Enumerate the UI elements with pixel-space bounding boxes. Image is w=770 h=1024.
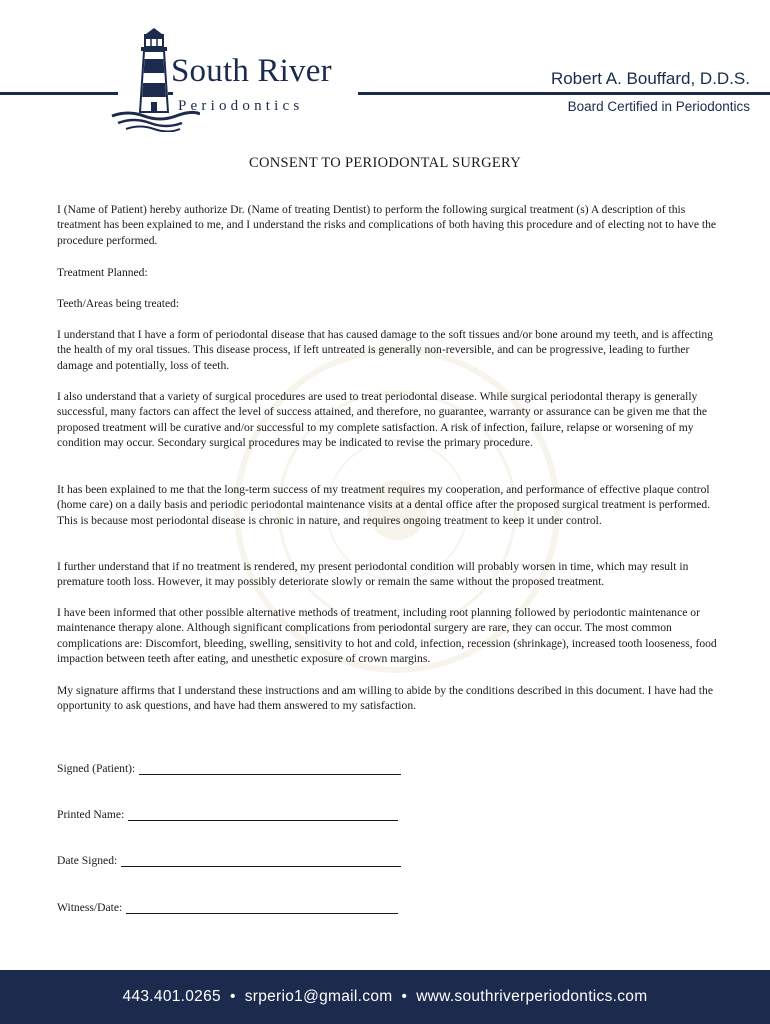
contact-footer (0, 970, 770, 1024)
teeth-areas-label: Teeth/Areas being treated: (57, 297, 180, 310)
header-rule-left (0, 92, 118, 95)
signature-patient-line[interactable] (139, 762, 401, 775)
paragraph-disease: I understand that I have a form of periodontal disease that has caused damage to the soft tissues and/or bone around my teeth, and is affecting the health of my oral tissues. This disease process, if left untreated is generally non-reversible, and can be progressive, leading to further damage and potentially, loss of teeth. (57, 328, 713, 372)
signature-patient-row (57, 762, 401, 775)
paragraph-long-term: It has been explained to me that the long-term success of my treatment requires my cooperation, and performance of effective plaque control (home care) on a daily basis and periodic periodontal maintenance visits at a dental office after the proposed surgical treatment is performed. This is because most periodontal disease is chronic in nature, and requires ongoing treatment to keep it under control. (57, 483, 711, 527)
witness-row (57, 901, 398, 914)
date-signed-line[interactable] (121, 854, 401, 867)
doctor-credential: Board Certified in Periodontics (567, 99, 750, 114)
paragraph-authorization: I (Name of Patient) hereby authorize Dr. (Name of treating Dentist) to perform the following surgical treatment (s) A description of this treatment has been explained to me, and I understand the risks and complications of both having this procedure and of electing not to have the procedure performed. (57, 203, 717, 247)
witness-line[interactable] (126, 901, 398, 914)
footer-email[interactable]: srperio1@gmail.com (244, 988, 393, 1005)
brand-subtitle: Periodontics (178, 98, 304, 114)
footer-separator: • (401, 988, 408, 1005)
treatment-planned-label: Treatment Planned: (57, 266, 148, 279)
doctor-name: Robert A. Bouffard, D.D.S. (550, 69, 750, 88)
paragraph-procedures: I also understand that a variety of surgical procedures are used to treat periodontal disease. While surgical periodontal therapy is generally successful, many factors can affect the level of success attained, and therefore, no guarantee, warranty or assurance can be given me that the proposed treatment will be curative and/or successful to my complete satisfaction. A risk of infection, failure, relapse or worsening of my condition may occur. Secondary surgical procedures may be indicated to revise the primary procedure. (57, 390, 708, 450)
date-signed-row (57, 854, 401, 867)
footer-phone: 443.401.0265 (122, 988, 221, 1005)
document-title: CONSENT TO PERIODONTAL SURGERY (249, 155, 521, 171)
header-rule-right (358, 92, 770, 95)
paragraph-no-treatment: I further understand that if no treatment is rendered, my present periodontal condition will probably worsen in time, which may result in premature tooth loss. However, it may possibly deteriorate slowly or remain the same without the proposed treatment. (57, 560, 689, 589)
printed-name-line[interactable] (128, 808, 398, 821)
paragraph-signature-affirmation: My signature affirms that I understand these instructions and am willing to abide by the conditions described in this document. I have had the opportunity to ask questions, and have had them answered to my satisfaction. (57, 684, 713, 713)
printed-name-label: Printed Name: (57, 808, 125, 821)
brand-name: South River (171, 53, 332, 89)
printed-name-row (57, 808, 398, 821)
witness-label: Witness/Date: (57, 901, 123, 914)
footer-separator: • (229, 988, 236, 1005)
paragraph-alternatives: I have been informed that other possible alternative methods of treatment, including root planning followed by periodontic maintenance or maintenance therapy alone. Although significant complications from periodontal surgery are rare, they can occur. The most common complications are: Discomfort, bleeding, swelling, sensitivity to hot and cold, infection, recession (shrinkage), increased tooth looseness, food impaction between teeth after eating, and unesthetic exposure of crown margins. (57, 606, 717, 666)
footer-website[interactable]: www.southriverperiodontics.com (416, 988, 648, 1005)
date-signed-label: Date Signed: (57, 854, 118, 867)
signature-patient-label: Signed (Patient): (57, 762, 136, 775)
